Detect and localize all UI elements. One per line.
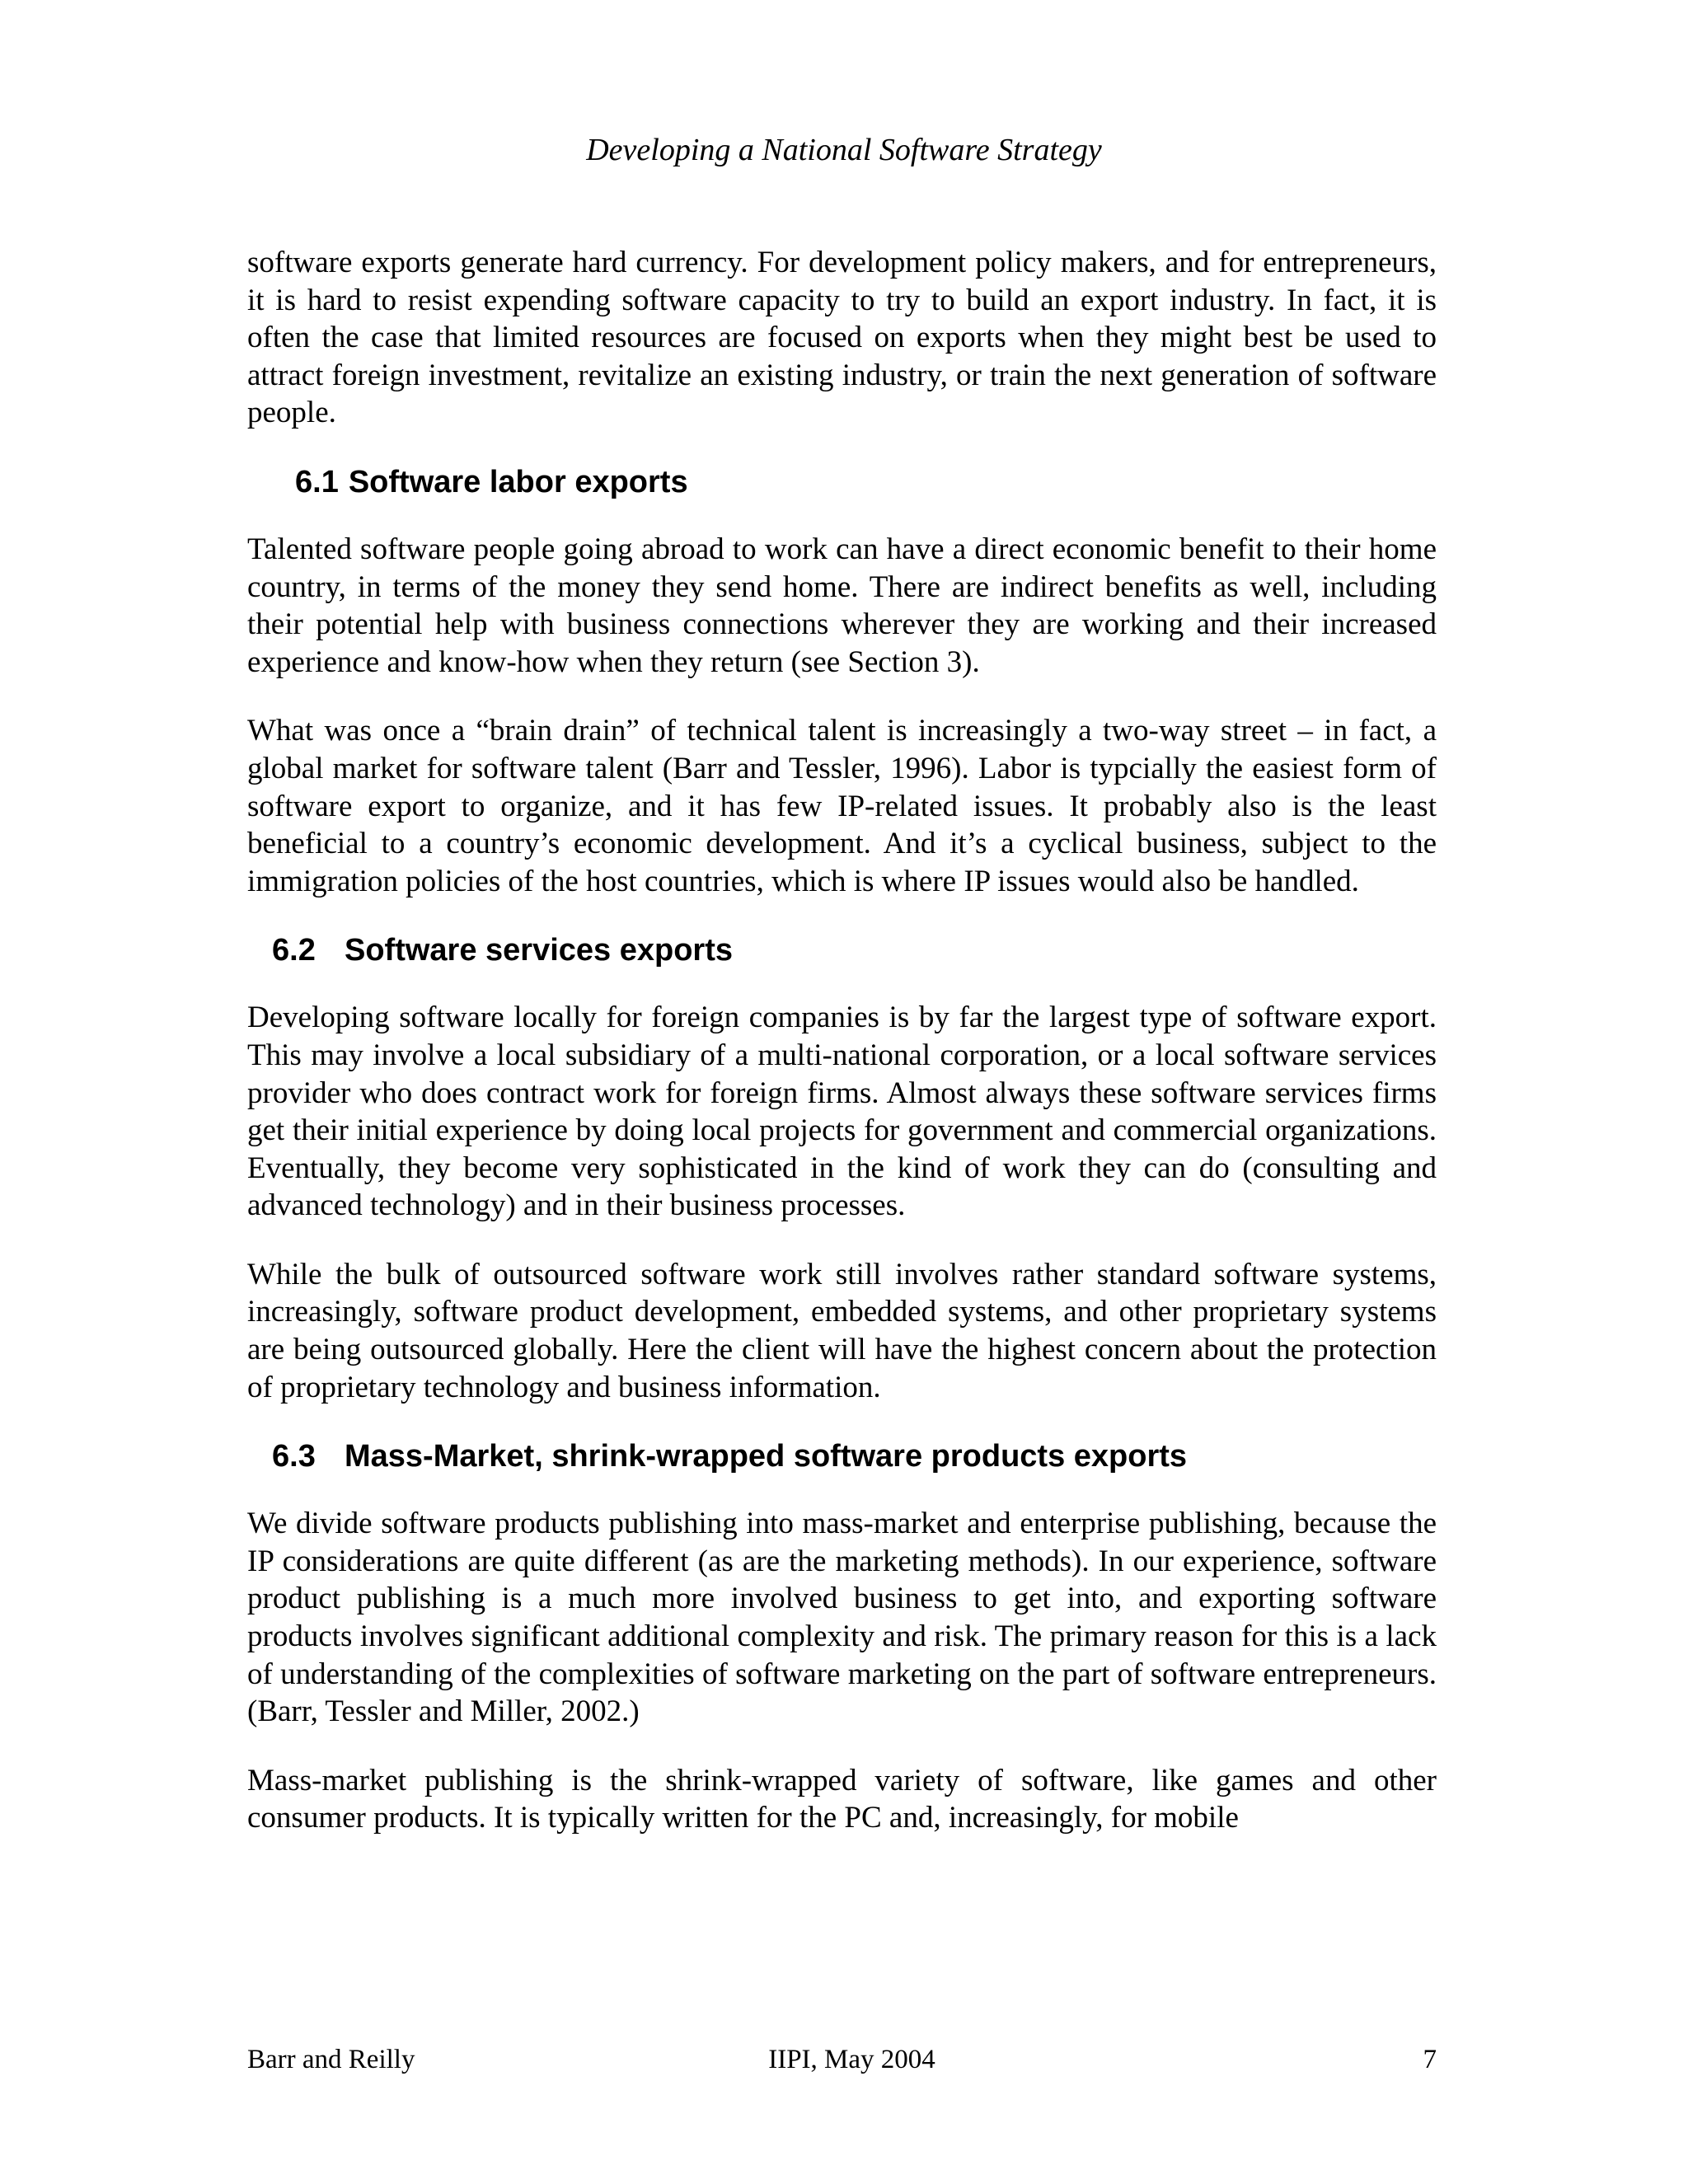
- section-title: Software labor exports: [348, 464, 688, 499]
- paragraph-6-1-a: Talented software people going abroad to work can have a direct economic benefit to their home country, in terms of the money they send home. There are indirect benefits as well, including their potential help with business connections wherever they are working and their increased experience and know-how when they return (see Section 3).: [247, 532, 1437, 679]
- section-number: 6.1: [295, 464, 339, 499]
- paragraph-intro: software exports generate hard currency. For development policy makers, and for entrepreneurs, it is hard to resist expending software capacity to try to build an export industry. In fact, it is often the case that limited resources are focused on exports when they might best be used to attract foreign investment, revitalize an existing industry, or train the next generation of software people.: [247, 246, 1437, 430]
- section-heading-6-2: [247, 931, 1437, 969]
- page-footer: [247, 2040, 1437, 2079]
- section-title: Mass-Market, shrink-wrapped software products exports: [345, 1439, 1188, 1474]
- paragraph-6-2-a: Developing software locally for foreign companies is by far the largest type of software export. This may involve a local subsidiary of a multi-national corporation, or a local software services provider who does contract work for foreign firms. Almost always these software services firms get their initial experience by doing local projects for government and commercial organizations. Eventually, they become very sophisticated in the kind of work they can do (consulting and advanced technology) and in their business processes.: [247, 1001, 1437, 1223]
- paragraph-6-3-a: We divide software products publishing into mass-market and enterprise publishing, because the IP considerations are quite different (as are the marketing methods). In our experience, software product publishing is a much more involved business to get into, and exporting software products involves significant additional complexity and risk. The primary reason for this is a lack of understanding of the complexities of software marketing on the part of software entrepreneurs. (Barr, Tessler and Miller, 2002.): [247, 1507, 1437, 1729]
- running-header-title: Developing a National Software Strategy: [586, 133, 1102, 167]
- section-number: 6.2: [272, 933, 316, 968]
- footer-publication: IIPI, May 2004: [768, 2045, 935, 2074]
- section-title: Software services exports: [345, 933, 734, 968]
- section-heading-6-1: [247, 463, 1437, 501]
- paragraph-6-3-b: Mass-market publishing is the shrink-wrapped variety of software, like games and other consumer products. It is typically written for the PC and, increasingly, for mobile: [247, 1763, 1437, 1835]
- page-number: 7: [1423, 2045, 1437, 2074]
- footer-authors: Barr and Reilly: [247, 2045, 415, 2074]
- paragraph-6-2-b: While the bulk of outsourced software work still involves rather standard software systems, increasingly, software product development, embedded systems, and other proprietary systems are being outsourced globally. Here the client will have the highest concern about the protection of proprietary technology and business information.: [247, 1257, 1437, 1404]
- section-heading-6-3: [247, 1437, 1437, 1475]
- page-body: [247, 244, 1437, 1868]
- paragraph-6-1-b: What was once a “brain drain” of technical talent is increasingly a two-way street – in fact, a global market for software talent (Barr and Tessler, 1996). Labor is typcially the easiest form of software export to organize, and it has few IP-related issues. It probably also is the least beneficial to a country’s economic development. And it’s a cyclical business, subject to the immigration policies of the host countries, which is where IP issues would also be handled.: [247, 714, 1437, 898]
- section-number: 6.3: [272, 1439, 316, 1474]
